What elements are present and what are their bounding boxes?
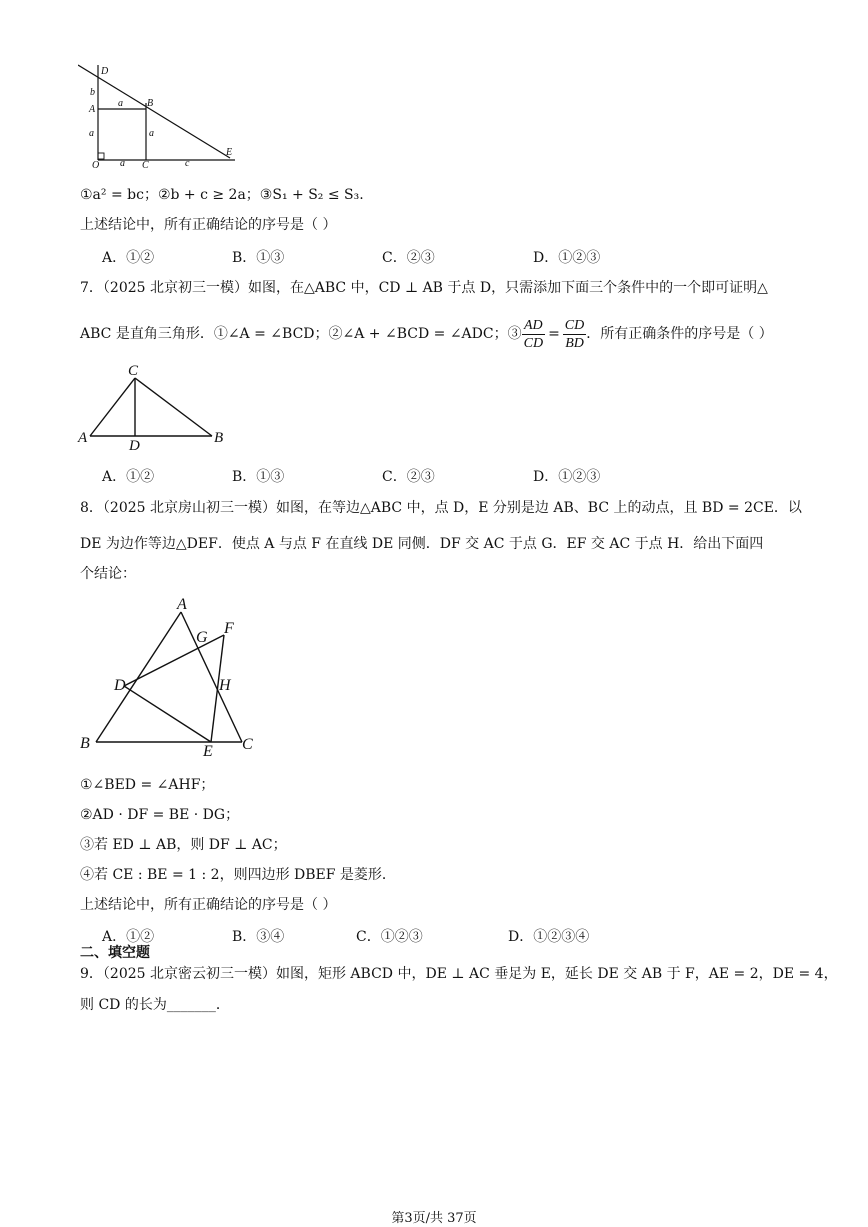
q6-label-O: O	[92, 160, 100, 171]
q8-option-d[interactable]: D．①②③④	[508, 929, 590, 945]
q8-label-A: A	[177, 596, 187, 613]
q6-option-b[interactable]: B．①③	[232, 250, 285, 266]
q6-label-a-left: a	[89, 128, 94, 139]
q7-frac1-den: CD	[523, 335, 544, 351]
q7-fraction-ad-cd	[522, 317, 545, 352]
q6-label-c: c	[185, 158, 190, 169]
q7-frac1-num: AD	[522, 317, 545, 335]
q6-label-a-top: a	[118, 98, 123, 109]
q8-stem-line2: DE 为边作等边△DEF．使点 A 与点 F 在直线 DE 同侧．DF 交 AC 于点 G．EF 交 AC 于点 H．给出下面四	[80, 536, 764, 552]
q6-prompt: 上述结论中，所有正确结论的序号是（ ）	[80, 217, 337, 233]
q7-stem-line2-a: ABC 是直角三角形．①∠A = ∠BCD；②∠A + ∠BCD = ∠ADC；③	[80, 326, 522, 342]
q8-label-F: F	[224, 620, 234, 637]
q8-conclusion-3: ③若 ED ⊥ AB，则 DF ⊥ AC；	[80, 837, 287, 853]
q8-option-b[interactable]: B．③④	[232, 929, 285, 945]
q7-option-c[interactable]: C．②③	[382, 469, 435, 485]
q6-label-E: E	[226, 147, 233, 158]
q8-prompt: 上述结论中，所有正确结论的序号是（ ）	[80, 897, 337, 913]
q8-conclusion-2: ②AD · DF = BE · DG；	[80, 807, 240, 823]
q6-label-a-bottom: a	[120, 158, 125, 169]
q8-stem-line1: 8．（2025 北京房山初三一模）如图，在等边△ABC 中，点 D，E 分别是边 AB、BC 上的动点，且 BD = 2CE．以	[80, 500, 802, 516]
q6-figure	[78, 60, 240, 172]
q8-option-c[interactable]: C．①②③	[356, 929, 423, 945]
q9-stem-line1: 9．（2025 北京密云初三一模）如图，矩形 ABCD 中，DE ⊥ AC 垂足为 E，延长 DE 交 AB 于 F，AE = 2，DE = 4，	[80, 966, 838, 982]
page-footer: 第3页/共 37页	[391, 1211, 477, 1226]
q7-label-A: A	[78, 430, 88, 446]
q6-label-C: C	[142, 160, 149, 171]
q6-label-B: B	[147, 98, 154, 109]
q7-stem-line2	[80, 316, 773, 352]
q9-stem-line2: 则 CD 的长为_______．	[80, 997, 230, 1013]
q7-fraction-cd-bd	[563, 317, 586, 352]
q8-option-a[interactable]: A．①②	[102, 929, 155, 945]
q7-label-B: B	[214, 430, 224, 446]
q6-label-b: b	[90, 87, 95, 98]
q8-label-D: D	[114, 677, 126, 694]
q7-stem-line1: 7．（2025 北京初三一模）如图，在△ABC 中，CD ⊥ AB 于点 D，只需添加下面三个条件中的一个即可证明△	[80, 280, 768, 296]
q7-equals: =	[548, 326, 560, 342]
q7-frac2-den: BD	[565, 335, 584, 351]
q7-frac2-num: CD	[564, 317, 585, 333]
q8-label-H: H	[219, 677, 231, 694]
q6-conclusions: ①a² = bc；②b + c ≥ 2a；③S₁ + S₂ ≤ S₃.	[80, 187, 364, 203]
q7-label-D: D	[129, 438, 140, 454]
q7-option-d[interactable]: D．①②③	[533, 469, 601, 485]
q8-label-G: G	[196, 629, 208, 646]
q6-option-c[interactable]: C．②③	[382, 250, 435, 266]
q8-label-E: E	[203, 743, 213, 760]
q7-label-C: C	[128, 363, 139, 379]
q8-label-C: C	[242, 736, 253, 753]
q7-stem-line2-b: ．所有正确条件的序号是（ ）	[586, 326, 773, 342]
q8-conclusion-4: ④若 CE : BE = 1 : 2，则四边形 DBEF 是菱形．	[80, 867, 396, 883]
q7-option-a[interactable]: A．①②	[102, 469, 155, 485]
q6-label-a-right: a	[149, 128, 154, 139]
q8-figure	[76, 590, 266, 762]
q6-label-D: D	[101, 66, 109, 77]
q8-stem-line3: 个结论：	[80, 566, 136, 582]
q6-label-A: A	[89, 104, 96, 115]
q7-option-b[interactable]: B．①③	[232, 469, 285, 485]
q6-option-a[interactable]: A．①②	[102, 250, 155, 266]
q7-figure	[76, 360, 236, 454]
q8-label-B: B	[80, 735, 90, 752]
section-heading-fill-in: 二、填空题	[80, 945, 150, 961]
q8-conclusion-1: ①∠BED = ∠AHF；	[80, 777, 215, 793]
q6-option-d[interactable]: D．①②③	[533, 250, 601, 266]
